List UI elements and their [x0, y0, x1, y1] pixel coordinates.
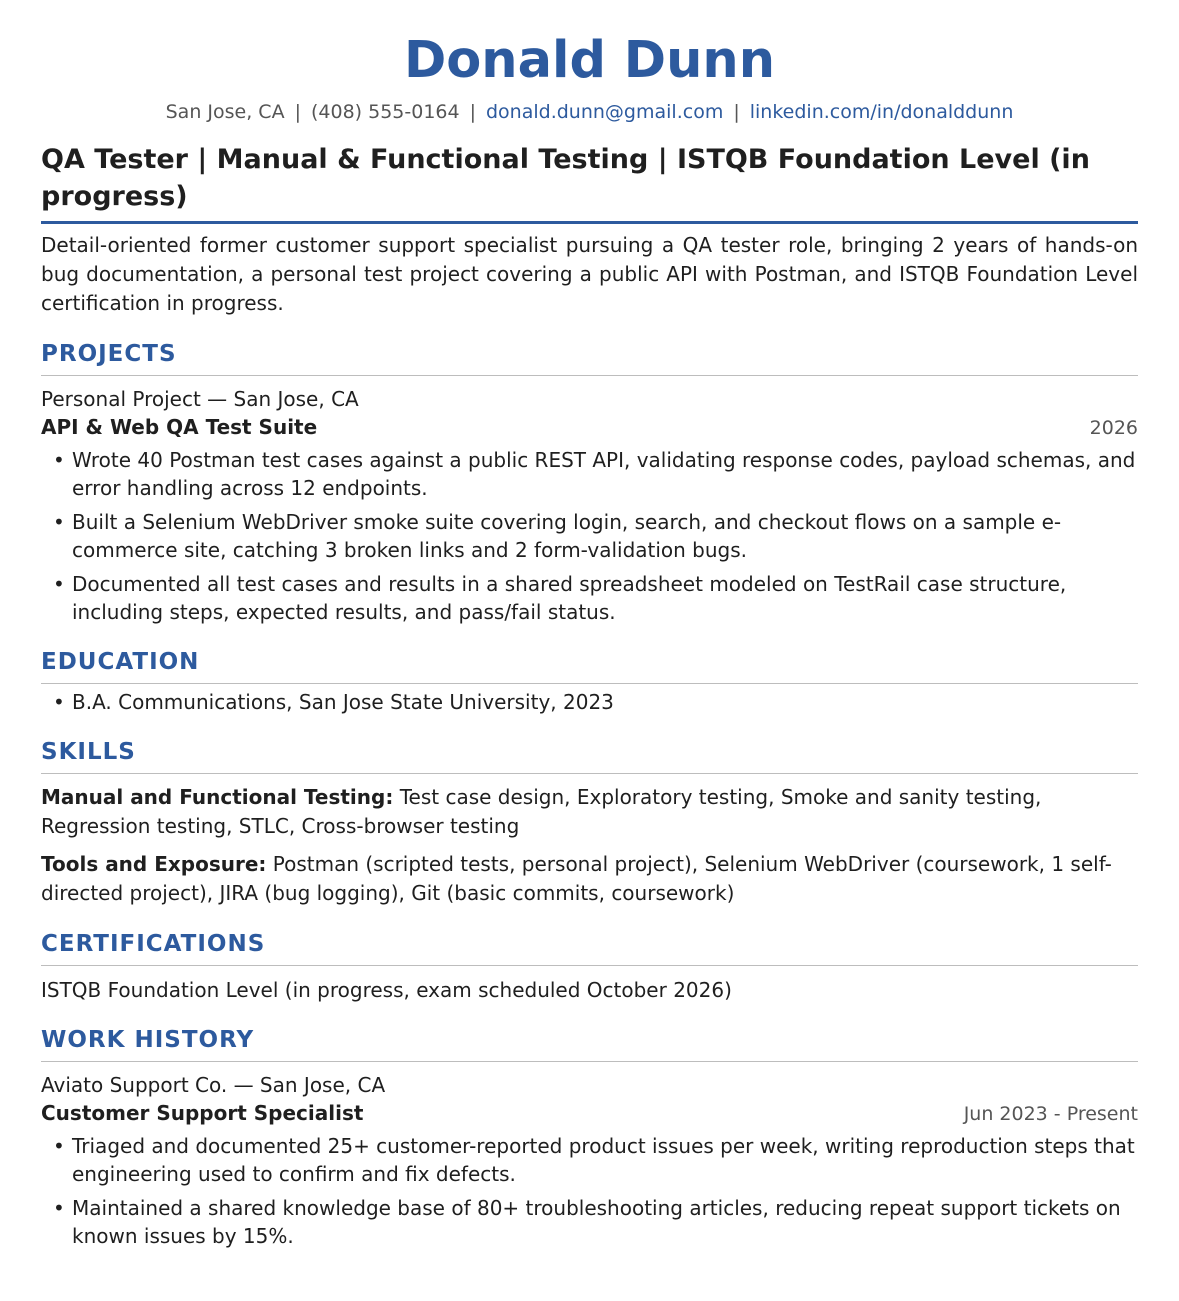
list-item: • Documented all test cases and results in a shared spreadsheet modeled on TestRail case structure, including steps, expected results, and pass/fail status. [41, 570, 1138, 626]
list-item: • Wrote 40 Postman test cases against a public REST API, validating response codes, payload schemas, and error handling across 12 endpoints. [41, 446, 1138, 502]
project-date: 2026 [1089, 417, 1138, 439]
skill-group [41, 850, 1138, 908]
project-org: Personal Project — San Jose, CA [41, 387, 359, 411]
contact-line [41, 99, 1138, 125]
education-list [41, 688, 1138, 716]
skill-label: Tools and Exposure: [41, 852, 267, 876]
work-org: Aviato Support Co. — San Jose, CA [41, 1073, 386, 1097]
list-item: • Triaged and documented 25+ customer-reported product issues per week, writing reproduction steps that engineering used to confirm and fix defects. [41, 1132, 1138, 1188]
skill-group [41, 783, 1138, 841]
section-title-work-history: WORK HISTORY [41, 1025, 1138, 1062]
skill-text: Postman (scripted tests, personal project), Selenium WebDriver (coursework, 1 self-directed project), JIRA (bug logging), Git (basic commits, coursework) [41, 852, 1112, 905]
section-title-projects: PROJECTS [41, 339, 1138, 376]
phone-text: (408) 555-0164 [310, 101, 460, 123]
section-title-skills: SKILLS [41, 737, 1138, 774]
list-item: • Maintained a shared knowledge base of 80+ troubleshooting articles, reducing repeat support tickets on known issues by 15%. [41, 1194, 1138, 1250]
headline: QA Tester | Manual & Functional Testing | ISTQB Foundation Level (in progress) [41, 141, 1138, 224]
project-role-row [41, 413, 1138, 442]
email-link[interactable]: donald.dunn@gmail.com [486, 101, 724, 123]
linkedin-link[interactable]: linkedin.com/in/donalddunn [749, 101, 1014, 123]
contact-separator: | [294, 101, 301, 123]
list-item: • Built a Selenium WebDriver smoke suite covering login, search, and checkout flows on a sample e-commerce site, catching 3 broken links and 2 form-validation bugs. [41, 508, 1138, 564]
skill-label: Manual and Functional Testing: [41, 785, 394, 809]
certification-text: ISTQB Foundation Level (in progress, exam scheduled October 2026) [41, 978, 732, 1002]
contact-separator: | [469, 101, 476, 123]
work-role: Customer Support Specialist [41, 1101, 364, 1125]
work-date: Jun 2023 - Present [963, 1103, 1138, 1125]
skill-text: Test case design, Exploratory testing, Smoke and sanity testing, Regression testing, STLC, Cross-browser testing [41, 785, 1042, 838]
project-role: API & Web QA Test Suite [41, 415, 318, 439]
section-title-certifications: CERTIFICATIONS [41, 929, 1138, 966]
work-bullets [41, 1132, 1138, 1250]
list-item: • B.A. Communications, San Jose State University, 2023 [41, 688, 1138, 716]
contact-separator: | [733, 101, 740, 123]
project-bullets [41, 446, 1138, 626]
candidate-name: Donald Dunn [403, 31, 776, 90]
section-title-education: EDUCATION [41, 647, 1138, 684]
summary-paragraph: Detail-oriented former customer support specialist pursuing a QA tester role, bringing 2 years of hands-on bug documentation, a personal test project covering a public API with Postman, and ISTQB Foundation Level certification in progress. [41, 233, 1138, 315]
work-role-row [41, 1099, 1138, 1128]
location-text: San Jose, CA [165, 101, 285, 123]
